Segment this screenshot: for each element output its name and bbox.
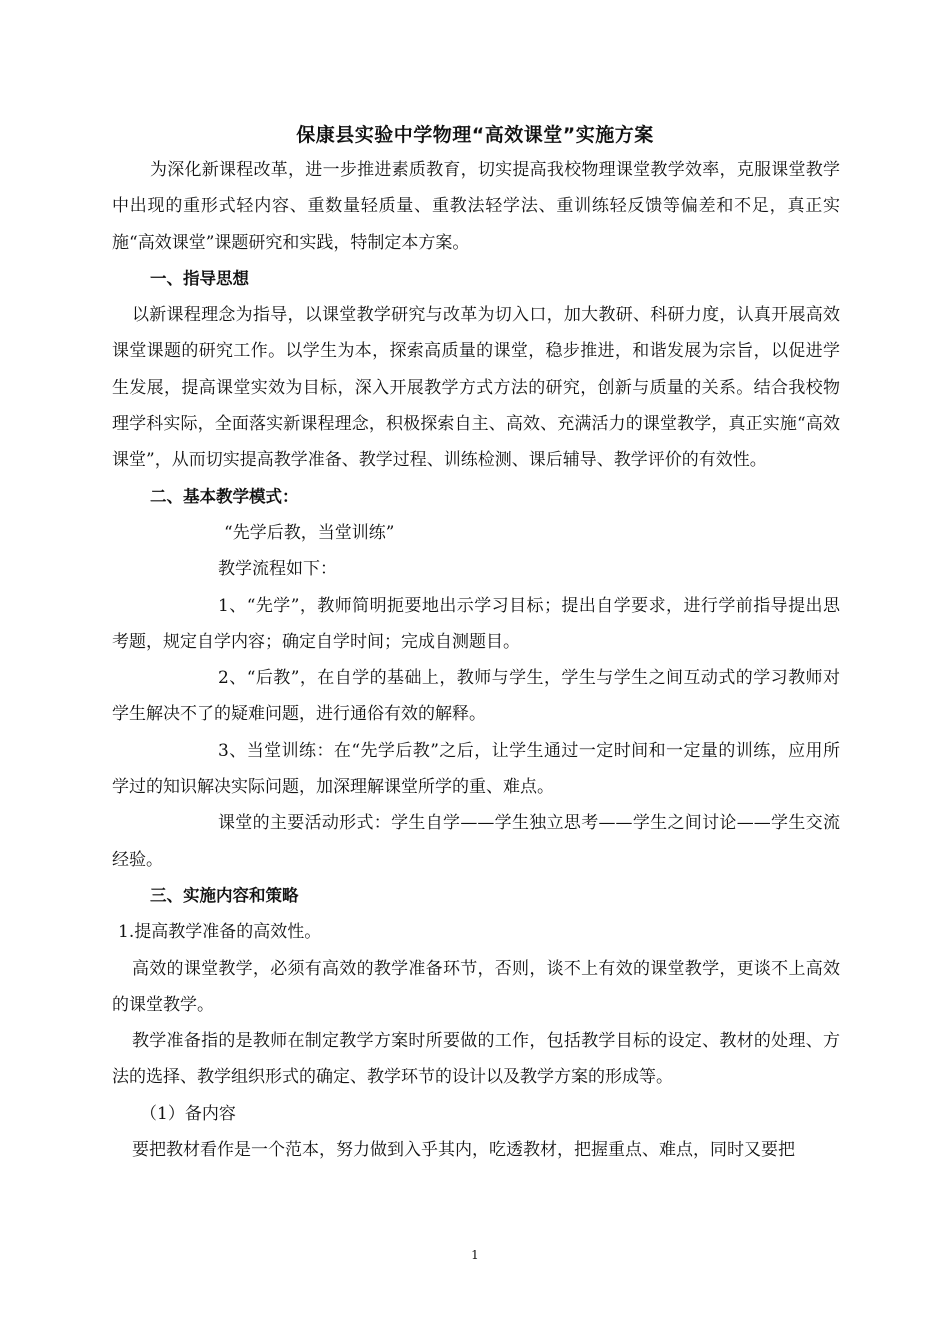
intro-paragraph: 为深化新课程改革，进一步推进素质教育，切实提高我校物理课堂教学效率，克服课堂教学中出现的重形式轻内容、重数量轻质量、重教法轻学法、重训练轻反馈等偏差和不足，真正实施“高效课堂”课题研究和实践，特制定本方案。 xyxy=(112,160,840,253)
teaching-step-2: 2、“后教”，在自学的基础上，教师与学生，学生与学生之间互动式的学习教师对学生解决不了的疑难问题，进行通俗有效的解释。 xyxy=(112,668,840,725)
section-heading-teaching-mode: 二、基本教学模式： xyxy=(150,486,299,506)
page-number: 1 xyxy=(471,1248,479,1262)
document-title: 保康县实验中学物理“高效课堂”实施方案 xyxy=(296,124,654,146)
implementation-paragraph-1: 高效的课堂教学，必须有高效的教学准备环节，否则，谈不上有效的课堂教学，更谈不上高效的课堂教学。 xyxy=(112,958,840,1015)
implementation-subitem-1: （1）备内容 xyxy=(140,1103,236,1124)
guiding-ideology-paragraph: 以新课程理念为指导，以课堂教学研究与改革为切入口，加大教研、科研力度，认真开展高效课堂课题的研究工作。以学生为本，探索高质量的课堂，稳步推进，和谐发展为宗旨，以促进学生发展，提高课堂实效为目标，深入开展教学方式方法的研究，创新与质量的关系。结合我校物理学科实际，全面落实新课程理念，积极探索自主、高效、充满活力的课堂教学，真正实施“高效课堂”，从而切实提高教学准备、教学过程、训练检测、课后辅导、教学评价的有效性。 xyxy=(112,305,840,471)
implementation-paragraph-2: 教学准备指的是教师在制定教学方案时所要做的工作，包括教学目标的设定、教材的处理、方法的选择、教学组织形式的确定、教学环节的设计以及教学方案的形成等。 xyxy=(112,1031,840,1088)
section-heading-implementation: 三、实施内容和策略 xyxy=(150,885,299,905)
document-body xyxy=(112,152,840,1168)
teaching-mode-slogan: “先学后教，当堂训练” xyxy=(224,522,395,543)
section-heading-guiding-ideology: 一、指导思想 xyxy=(150,268,249,288)
teaching-step-3: 3、当堂训练：在“先学后教”之后，让学生通过一定时间和一定量的训练，应用所学过的知识解决实际问题，加深理解课堂所学的重、难点。 xyxy=(112,740,840,798)
teaching-flow-intro: 教学流程如下： xyxy=(218,559,337,580)
classroom-activity-form: 课堂的主要活动形式：学生自学——学生独立思考——学生之间讨论——学生交流经验。 xyxy=(112,813,840,870)
implementation-paragraph-3: 要把教材看作是一个范本，努力做到入乎其内，吃透教材，把握重点、难点，同时又要把 xyxy=(132,1140,795,1161)
implementation-item-1: 1.提高教学准备的高效性。 xyxy=(118,922,322,943)
teaching-step-1: 1、“先学”，教师简明扼要地出示学习目标；提出自学要求，进行学前指导提出思考题，规定自学内容；确定自学时间；完成自测题目。 xyxy=(112,595,840,652)
